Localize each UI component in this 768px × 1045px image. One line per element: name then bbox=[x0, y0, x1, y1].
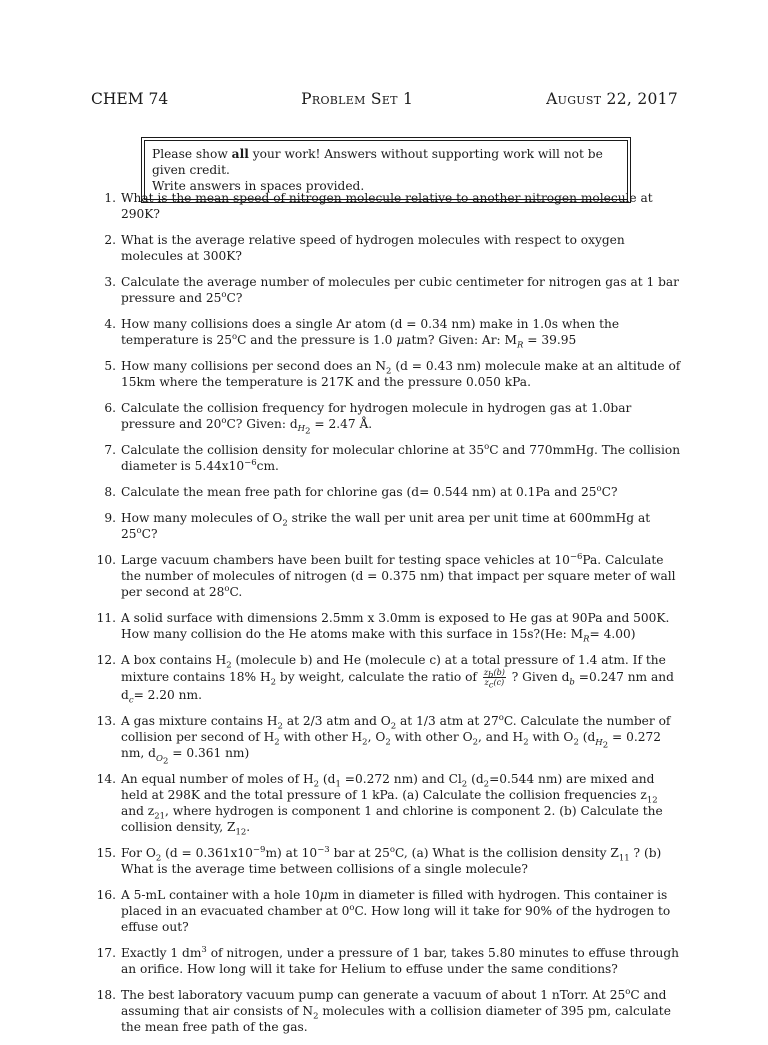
page-title: Problem Set 1 bbox=[301, 90, 414, 108]
problem-number: 12. bbox=[96, 653, 116, 668]
problem-text: What is the average relative speed of hydrogen molecules with respect to oxygen molecules at 300K? bbox=[121, 233, 625, 263]
problem-item bbox=[91, 552, 681, 600]
problem-item bbox=[91, 400, 681, 438]
problem-number: 7. bbox=[104, 443, 116, 458]
problem-item bbox=[91, 510, 681, 542]
problem-text: Calculate the collision density for molecular chlorine at 35$^o$C and 770mmHg. The collision diameter is $5.44x10^{-6}cm$. bbox=[121, 442, 681, 474]
instructions-line1-end: your work! Answers without supporting work will not be given credit. bbox=[152, 147, 603, 177]
problem-text: What is the mean speed of nitrogen molecule relative to another nitrogen molecule at 290K? bbox=[121, 191, 653, 221]
problem-text: A solid surface with dimensions 2.5mm x 3.0mm is exposed to He gas at 90Pa and 500K. How many collision do the He atoms make with this surface in 15s?(He: $M_R= 4.00$) bbox=[121, 611, 670, 645]
problem-text: A gas mixture contains $H_2$ at 2/3 atm and $O_2$ at 1/3 atm at 27$^o$C. Calculate the number of collision per second of $H_2$ with other $H_2$, $O_2$ with other $O_2$, and $H_2$ with $O_2$ ($d_{H_2} = 0.272$ nm, $d_{O_2} = 0.361$ nm) bbox=[121, 713, 671, 767]
problem-item bbox=[91, 887, 681, 935]
problem-text: Calculate the mean free path for chlorine gas (d= 0.544 nm) at 0.1Pa and 25$^o$C? bbox=[121, 484, 618, 500]
problem-item bbox=[91, 190, 681, 222]
problem-item bbox=[91, 442, 681, 474]
problem-text: How many molecules of $O_2$ strike the wall per unit area per unit time at 600mmHg at 25$^o$C? bbox=[121, 511, 651, 542]
problem-text: Large vacuum chambers have been built for testing space vehicles at $10^{-6}Pa$. Calculate the number of molecules of nitrogen (d = 0.375 nm) that impact per square meter of wall per second at 28$^o$C. bbox=[121, 552, 676, 600]
problem-number: 15. bbox=[96, 846, 116, 861]
problem-text: Calculate the average number of molecules per cubic centimeter for nitrogen gas at 1 bar pressure and 25$^o$C? bbox=[121, 275, 680, 305]
date: August 22, 2017 bbox=[546, 90, 678, 108]
problem-number: 5. bbox=[104, 359, 116, 373]
problem-number: 17. bbox=[96, 946, 116, 961]
problem-text: How many collisions does a single Ar atom (d = 0.34 nm) make in 1.0s when the temperature is 25$^o$C and the pressure is 1.0 μatm? Given: Ar: $M_R = 39.95$ bbox=[121, 317, 620, 351]
problem-number: 4. bbox=[104, 317, 116, 331]
problem-text: Calculate the collision frequency for hydrogen molecule in hydrogen gas at 1.0bar pressure and 20$^o$C? Given: $d_{H_2} = 2.47$ Å. bbox=[121, 401, 632, 438]
problem-number: 3. bbox=[104, 275, 116, 289]
problem-number: 11. bbox=[96, 611, 116, 626]
course-name: CHEM 74 bbox=[91, 90, 169, 108]
problem-item bbox=[91, 652, 681, 706]
problem-number: 8. bbox=[104, 485, 116, 500]
problem-text: How many collisions per second does an $N_2$ (d = 0.43 nm) molecule make at an altitude of 15km where the temperature is 217K and the pressure 0.050 kPa. bbox=[121, 359, 681, 389]
problem-number: 18. bbox=[96, 988, 116, 1003]
problem-text: A box contains $H_2$ (molecule b) and He (molecule c) at a total pressure of 1.4 atm. If the mixture contains 18% $H_2$ by weight, calculate the ratio of $\frac{z_b(b)}{z_c(c)}$ ? Given $d_b =0.247$ nm and $d_c= 2.20$ nm. bbox=[121, 653, 674, 706]
problem-text: The best laboratory vacuum pump can generate a vacuum of about 1 nTorr. At 25$^o$C and assuming that air consists of $N_2$ molecules with a collision diameter of 395 pm, calculate the mean free path of the gas. bbox=[121, 987, 671, 1035]
problem-text: A 5-mL container with a hole 10μm in diameter is filled with hydrogen. This container is placed in an evacuated chamber at 0$^o$C. How long will it take for 90% of the hydrogen to effuse out? bbox=[121, 888, 671, 935]
instructions-line1-start: Please show bbox=[152, 147, 232, 161]
problem-item bbox=[91, 845, 681, 877]
problem-item bbox=[91, 484, 681, 500]
problem-item bbox=[91, 232, 681, 264]
problem-list bbox=[91, 190, 681, 1045]
problem-number: 9. bbox=[104, 511, 116, 526]
instructions-line2: Write answers in spaces provided. bbox=[152, 179, 365, 193]
problem-number: 16. bbox=[96, 888, 116, 903]
problem-number: 2. bbox=[104, 233, 116, 247]
problem-item bbox=[91, 987, 681, 1035]
problem-item bbox=[91, 713, 681, 767]
page-header bbox=[91, 90, 678, 108]
problem-number: 14. bbox=[96, 772, 116, 787]
problem-text: Exactly 1 $dm^3$ of nitrogen, under a pressure of 1 bar, takes 5.80 minutes to effuse through an orifice. How long will it take for Helium to effuse under the same conditions? bbox=[121, 945, 680, 977]
problem-item bbox=[91, 358, 681, 390]
problem-text: For $O_2$ $(d = 0.361x10^{-9}m)$ at $10^{-3}$ bar at 25$^o$C, (a) What is the collision density $Z_{11}$ ? (b) What is the average time between collisions of a single molecule? bbox=[121, 845, 662, 877]
problem-number: 13. bbox=[96, 714, 116, 729]
problem-item bbox=[91, 274, 681, 306]
problem-item bbox=[91, 945, 681, 977]
problem-number: 6. bbox=[104, 401, 116, 415]
problem-item bbox=[91, 771, 681, 838]
problem-number: 1. bbox=[104, 191, 116, 205]
instructions-emphasis: all bbox=[231, 147, 249, 161]
problem-number: 10. bbox=[96, 553, 116, 568]
problem-item bbox=[91, 610, 681, 645]
problem-text: An equal number of moles of $H_2$ ($d_1 =0.272$ nm) and $Cl_2$ ($d_2=0.544$ nm) are mixed and held at 298K and the total pressure of 1 kPa. (a) Calculate the collision frequencies $z_{12}$ and $z_{21}$, where hydrogen is component 1 and chlorine is component 2. (b) Calculate the collision density, $Z_{12}$. bbox=[121, 772, 663, 838]
problem-item bbox=[91, 316, 681, 351]
